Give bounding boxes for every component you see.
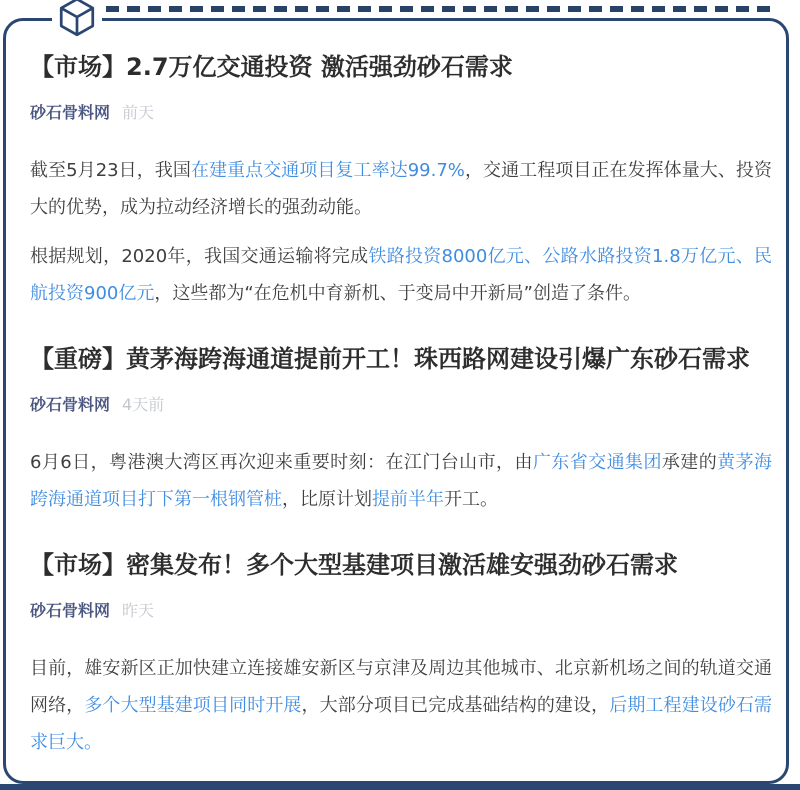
article-paragraph <box>30 152 772 226</box>
article-time: 昨天 <box>122 601 155 620</box>
article-title[interactable]: 【重磅】黄茅海跨海通道提前开工！珠西路网建设引爆广东砂石需求 <box>30 345 750 373</box>
highlighted-link-text[interactable]: 广东省交通集团 <box>532 452 662 473</box>
body-text: 目前，雄安新区正加快建立连接雄安新区与京津及周边其他城市、北京新机场之间的轨道交通网络， <box>30 658 772 716</box>
dashed-divider <box>106 6 772 12</box>
highlighted-link-text[interactable]: 黄茅海跨海通道项目打下第一根钢管桩 <box>30 452 773 510</box>
article-paragraph <box>30 650 772 761</box>
article-item <box>30 548 772 761</box>
article-item <box>30 50 772 312</box>
article-paragraph <box>30 444 772 518</box>
body-text: ，这些都为“在危机中育新机、于变局中开新局”创造了条件。 <box>154 283 642 304</box>
highlighted-link-text[interactable]: 多个大型基建项目同时开展 <box>84 695 302 716</box>
article-meta <box>30 598 772 622</box>
article-source: 砂石骨料网 <box>30 395 111 414</box>
body-text: 开工。 <box>444 489 498 510</box>
article-meta <box>30 392 772 416</box>
article-time: 前天 <box>122 103 155 122</box>
article-feed <box>30 50 772 773</box>
body-text: ，比原计划 <box>282 489 372 510</box>
highlighted-link-text[interactable]: 在建重点交通项目复工率达99.7% <box>190 160 465 181</box>
cube-wireframe-icon <box>55 0 99 42</box>
highlighted-link-text[interactable]: 铁路投资8000亿元、公路水路投资1.8万亿元、民航投资900亿元 <box>30 246 773 304</box>
body-text: 承建的 <box>661 452 718 473</box>
article-source: 砂石骨料网 <box>30 103 111 122</box>
article-meta <box>30 100 772 124</box>
highlighted-link-text[interactable]: 提前半年 <box>372 489 444 510</box>
bottom-bar <box>0 784 800 790</box>
body-text: 截至5月23日，我国 <box>30 160 191 181</box>
article-item <box>30 342 772 518</box>
article-paragraph <box>30 238 772 312</box>
article-time: 4天前 <box>122 395 165 414</box>
article-title[interactable]: 【市场】2.7万亿交通投资 激活强劲砂石需求 <box>30 53 513 81</box>
body-text: 根据规划，2020年，我国交通运输将完成 <box>30 246 369 267</box>
brand-logo <box>52 0 102 41</box>
article-title[interactable]: 【市场】密集发布！多个大型基建项目激活雄安强劲砂石需求 <box>30 551 678 579</box>
body-text: ，交通工程项目正在发挥体量大、投资大的优势，成为拉动经济增长的强劲动能。 <box>30 160 773 218</box>
body-text: 6月6日，粤港澳大湾区再次迎来重要时刻：在江门台山市，由 <box>30 452 533 473</box>
highlighted-link-text[interactable]: 后期工程建设砂石需求巨大。 <box>30 695 773 753</box>
body-text: ，大部分项目已完成基础结构的建设， <box>301 695 610 716</box>
article-source: 砂石骨料网 <box>30 601 111 620</box>
